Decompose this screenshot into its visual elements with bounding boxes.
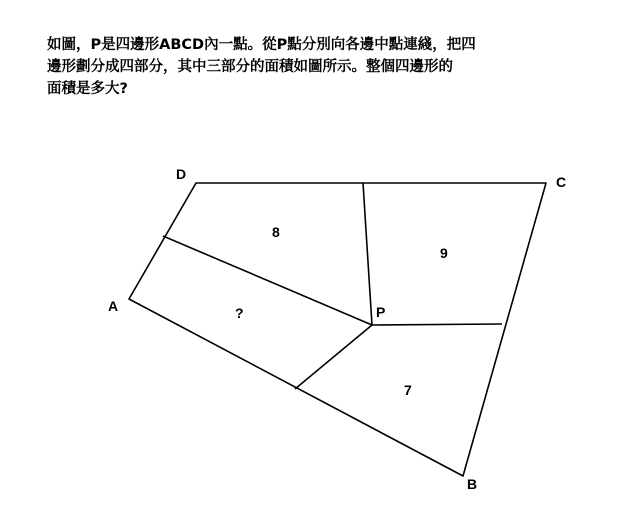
region-label-left: ? xyxy=(235,305,244,321)
segment-p-to-ad-midpoint xyxy=(163,236,372,325)
point-label-p: P xyxy=(376,304,386,320)
segment-p-to-ba-midpoint xyxy=(295,325,372,389)
region-label-top: 8 xyxy=(272,224,280,240)
region-label-bottom: 7 xyxy=(404,382,412,398)
segment-p-to-dc-midpoint xyxy=(363,183,372,325)
question-line-3: 面積是多大? xyxy=(47,81,128,97)
vertex-label-b: B xyxy=(467,476,478,492)
question-line-1: 如圖，P是四邊形ABCD內一點。從P點分別向各邊中點連綫，把四 xyxy=(47,37,476,53)
quadrilateral-abcd xyxy=(129,183,546,476)
question-line-2: 邊形劃分成四部分，其中三部分的面積如圖所示。整個四邊形的 xyxy=(47,59,453,75)
vertex-label-c: C xyxy=(556,174,567,190)
region-label-right: 9 xyxy=(440,245,448,261)
vertex-label-d: D xyxy=(176,166,187,182)
vertex-label-a: A xyxy=(108,298,119,314)
segment-p-to-cb-midpoint xyxy=(372,324,502,325)
